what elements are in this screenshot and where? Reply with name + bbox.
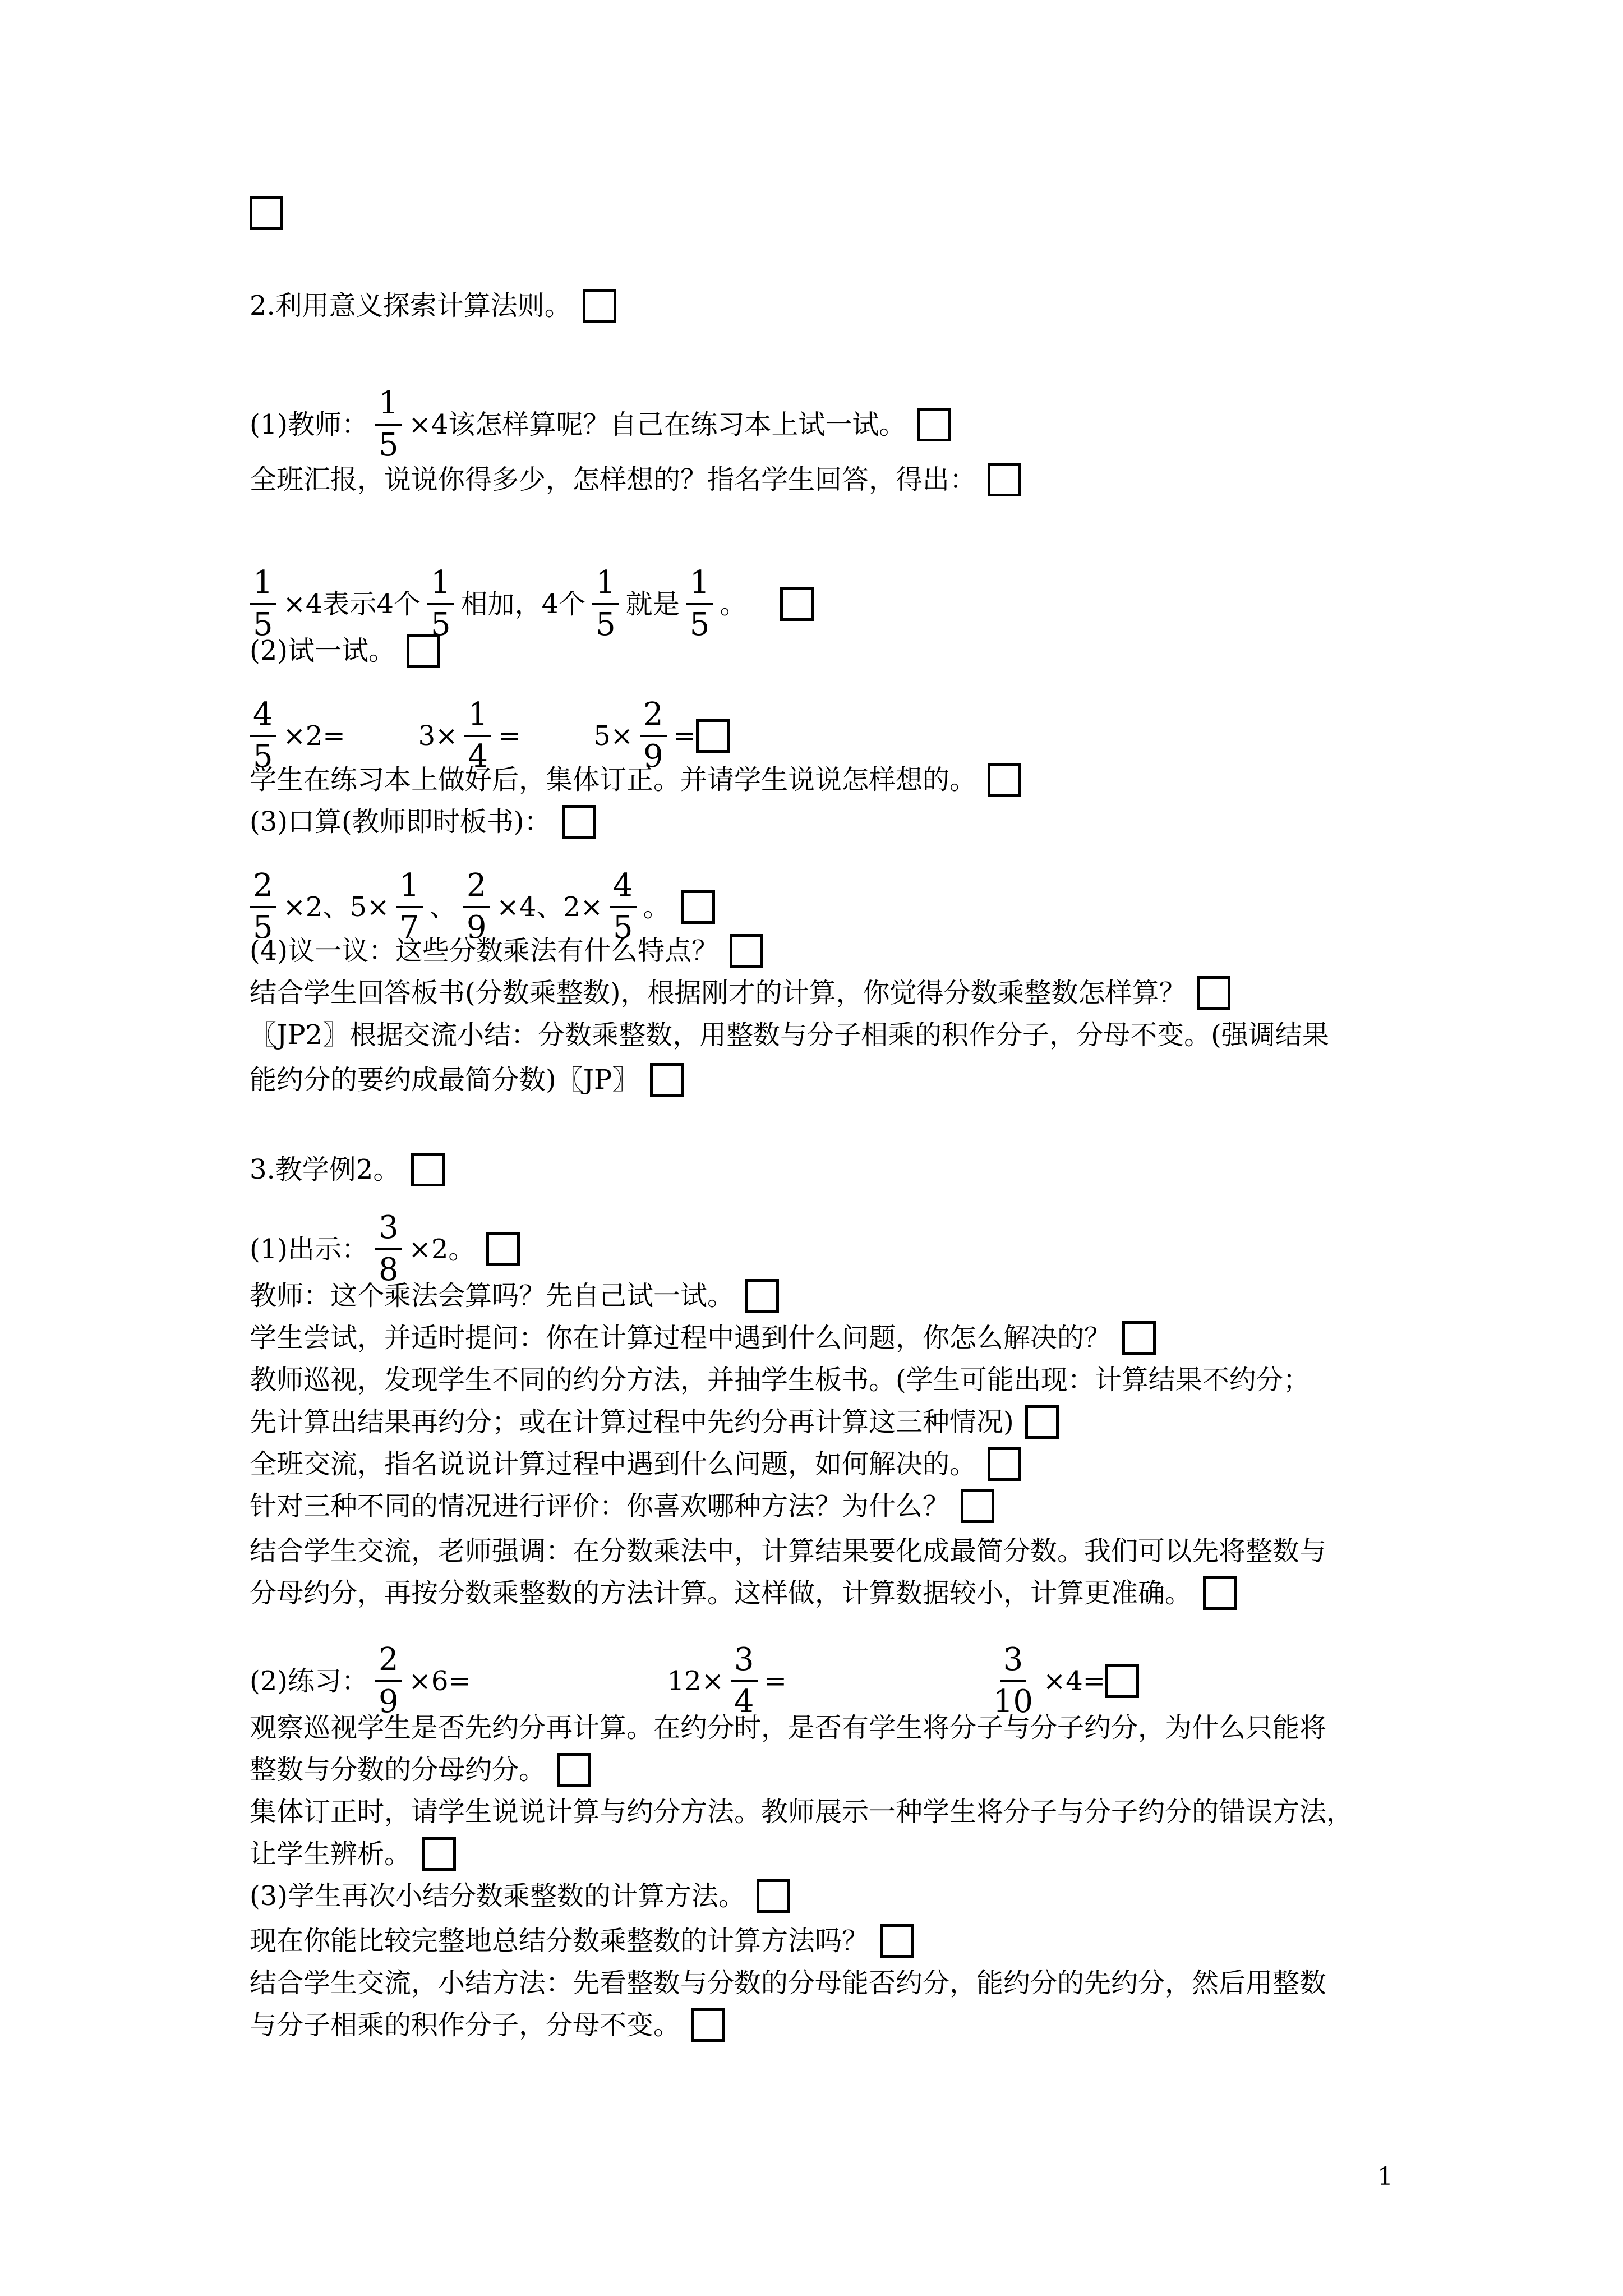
line-15 (250, 1153, 445, 1186)
placeholder-box (422, 1837, 456, 1871)
line-26 (250, 1711, 1326, 1745)
line-5 (250, 564, 814, 643)
text: ×4、2× (496, 891, 603, 923)
numerator: 1 (427, 567, 454, 605)
text: 能约分的要约成最简分数)〖JP〗 (250, 1064, 639, 1096)
fraction (464, 698, 491, 774)
placeholder-box (583, 289, 616, 323)
numerator: 1 (464, 698, 491, 737)
line-20 (250, 1405, 1059, 1439)
numerator: 1 (686, 567, 713, 605)
placeholder-box (407, 634, 440, 668)
text: 结合学生交流，老师强调：在分数乘法中，计算结果要化成最简分数。我们可以先将整数与 (250, 1535, 1327, 1567)
line-2 (250, 289, 616, 323)
text: 全班汇报，说说你得多少，怎样想的？指名学生回答，得出： (250, 464, 977, 495)
fraction (250, 564, 276, 643)
line-23 (250, 1534, 1326, 1568)
numerator: 1 (396, 869, 423, 908)
line-19 (250, 1363, 1310, 1397)
denominator: 5 (379, 426, 399, 463)
text: (1)教师： (250, 408, 368, 440)
page-number: 1 (1377, 2162, 1393, 2191)
denominator: 5 (253, 738, 273, 775)
line-17 (250, 1279, 779, 1313)
placeholder-box (745, 1279, 779, 1313)
line-29 (250, 1837, 456, 1871)
denominator: 5 (596, 606, 616, 643)
numerator: 2 (375, 1644, 402, 1682)
text: 教师：这个乘法会算吗？先自己试一试。 (250, 1280, 735, 1312)
line-3 (250, 387, 951, 462)
placeholder-box (411, 1153, 445, 1186)
denominator: 9 (643, 738, 663, 775)
numerator: 4 (610, 869, 637, 908)
line-24 (250, 1576, 1237, 1610)
text: 。 (643, 891, 670, 923)
numerator: 3 (1000, 1644, 1027, 1682)
text: (2)试一试。 (250, 635, 395, 666)
numerator: 3 (731, 1644, 758, 1682)
fraction (640, 698, 667, 774)
line-28 (250, 1795, 1353, 1829)
denominator: 5 (253, 909, 273, 946)
numerator: 1 (592, 567, 619, 605)
text: 相加，4个 (460, 588, 586, 620)
text: ×2。 (408, 1233, 476, 1265)
line-22 (250, 1489, 994, 1523)
text: 先计算出结果再约分；或在计算过程中先约分再计算这三种情况) (250, 1406, 1014, 1438)
line-27 (250, 1753, 591, 1787)
line-25 (250, 1641, 1139, 1720)
placeholder-box (988, 1447, 1021, 1481)
text: = (764, 1665, 787, 1697)
denominator: 5 (253, 606, 273, 643)
denominator: 10 (993, 1683, 1034, 1720)
placeholder-box (1025, 1405, 1059, 1439)
text: 。 (720, 588, 747, 620)
placeholder-box (730, 934, 763, 968)
numerator: 2 (463, 869, 490, 908)
line-33 (250, 2008, 725, 2042)
fraction (375, 1641, 402, 1720)
text: 让学生辨析。 (250, 1838, 412, 1870)
denominator: 9 (379, 1683, 399, 1720)
line-32 (250, 1966, 1326, 2000)
denominator: 9 (466, 909, 487, 946)
text: 学生尝试，并适时提问：你在计算过程中遇到什么问题，你怎么解决的？ (250, 1322, 1112, 1354)
denominator: 8 (379, 1251, 399, 1288)
fraction (375, 1209, 402, 1288)
numerator: 2 (640, 698, 667, 737)
placeholder-box (780, 587, 814, 621)
numerator: 3 (375, 1212, 402, 1250)
denominator: 5 (430, 606, 451, 643)
text: 结合学生交流，小结方法：先看整数与分数的分母能否约分，能约分的先约分，然后用整数 (250, 1967, 1327, 1999)
fraction (990, 1641, 1036, 1720)
placeholder-box (250, 196, 283, 230)
line-18 (250, 1321, 1156, 1355)
numerator: 1 (375, 387, 402, 426)
text: ×6= (408, 1665, 471, 1697)
section-heading: 2.利用意义探索计算法则。 (250, 290, 571, 321)
text: 现在你能比较完整地总结分数乘整数的计算方法吗？ (250, 1925, 869, 1957)
denominator: 5 (689, 606, 710, 643)
numerator: 1 (250, 567, 276, 605)
text: 12× (667, 1665, 724, 1697)
placeholder-box (988, 763, 1021, 797)
line-10 (250, 869, 715, 945)
fraction (686, 564, 713, 643)
text: ×2= (283, 720, 345, 752)
line-16 (250, 1209, 520, 1288)
placeholder-box (988, 463, 1021, 496)
section-heading: 3.教学例2。 (250, 1154, 400, 1185)
placeholder-box (557, 1753, 591, 1787)
text: 教师巡视，发现学生不同的约分方法，并抽学生板书。(学生可能出现：计算结果不约分； (250, 1364, 1310, 1396)
placeholder-box (691, 2008, 725, 2042)
text: (3)学生再次小结分数乘整数的计算方法。 (250, 1880, 745, 1912)
denominator: 5 (613, 909, 633, 946)
text: 3× (418, 720, 458, 752)
numerator: 4 (250, 698, 276, 737)
fraction (731, 1641, 758, 1720)
text: (4)议一议：这些分数乘法有什么特点？ (250, 935, 718, 967)
fraction (375, 387, 402, 462)
text: ×4表示4个 (283, 588, 421, 620)
placeholder-box (1203, 1576, 1237, 1610)
line-14 (250, 1063, 684, 1097)
text: 观察巡视学生是否先约分再计算。在约分时，是否有学生将分子与分子约分，为什么只能将 (250, 1712, 1327, 1743)
placeholder-box (1122, 1321, 1156, 1355)
line-21 (250, 1447, 1021, 1481)
line-9 (250, 805, 596, 839)
line-31 (250, 1924, 914, 1958)
placeholder-box (1105, 1664, 1139, 1698)
placeholder-box (961, 1489, 994, 1523)
fraction (463, 869, 490, 945)
text: 、 (429, 891, 457, 923)
text: 分母约分，再按分数乘整数的方法计算。这样做，计算数据较小，计算更准确。 (250, 1577, 1192, 1609)
numerator: 2 (250, 869, 276, 908)
text: 学生在练习本上做好后，集体订正。并请学生说说怎样想的。 (250, 764, 977, 795)
placeholder-box (757, 1879, 790, 1913)
denominator: 4 (468, 738, 488, 775)
placeholder-box (696, 719, 730, 753)
text: 整数与分数的分母约分。 (250, 1754, 546, 1786)
denominator: 4 (734, 1683, 754, 1720)
line-30 (250, 1879, 790, 1913)
text: = (498, 720, 521, 752)
line-13 (250, 1018, 1329, 1052)
text: 结合学生回答板书(分数乘整数)，根据刚才的计算，你觉得分数乘整数怎样算？ (250, 977, 1186, 1009)
text: = (673, 720, 696, 752)
text: 与分子相乘的积作分子，分母不变。 (250, 2009, 681, 2041)
text: (1)出示： (250, 1233, 368, 1265)
placeholder-box (880, 1924, 914, 1958)
text: 〖JP2〗根据交流小结：分数乘整数，用整数与分子相乘的积作分子，分母不变。(强调结果 (250, 1019, 1329, 1051)
line-11 (250, 934, 763, 968)
fraction (592, 564, 619, 643)
line-0 (250, 196, 283, 230)
text: (2)练习： (250, 1665, 368, 1697)
text: 集体订正时，请学生说说计算与约分方法。教师展示一种学生将分子与分子约分的错误方法， (250, 1796, 1354, 1828)
fraction (250, 698, 276, 774)
placeholder-box (917, 408, 951, 441)
text: 5× (593, 720, 634, 752)
text: 就是 (625, 588, 680, 620)
placeholder-box (1197, 976, 1230, 1010)
fraction (610, 869, 637, 945)
text: 针对三种不同的情况进行评价：你喜欢哪种方法？为什么？ (250, 1490, 950, 1522)
fraction (427, 564, 454, 643)
placeholder-box (486, 1232, 520, 1266)
text: (3)口算(教师即时板书)： (250, 806, 551, 838)
denominator: 7 (399, 909, 419, 946)
text: ×2、5× (283, 891, 390, 923)
line-4 (250, 463, 1021, 496)
placeholder-box (681, 890, 715, 924)
fraction (396, 869, 423, 945)
line-7 (250, 698, 730, 774)
fraction (250, 869, 276, 945)
placeholder-box (562, 805, 596, 839)
line-12 (250, 976, 1230, 1010)
placeholder-box (650, 1063, 684, 1097)
line-8 (250, 763, 1021, 797)
text: ×4= (1043, 1665, 1106, 1697)
text: ×4该怎样算呢？自己在练习本上试一试。 (408, 408, 906, 440)
text: 全班交流，指名说说计算过程中遇到什么问题，如何解决的。 (250, 1448, 977, 1480)
line-6 (250, 634, 440, 668)
